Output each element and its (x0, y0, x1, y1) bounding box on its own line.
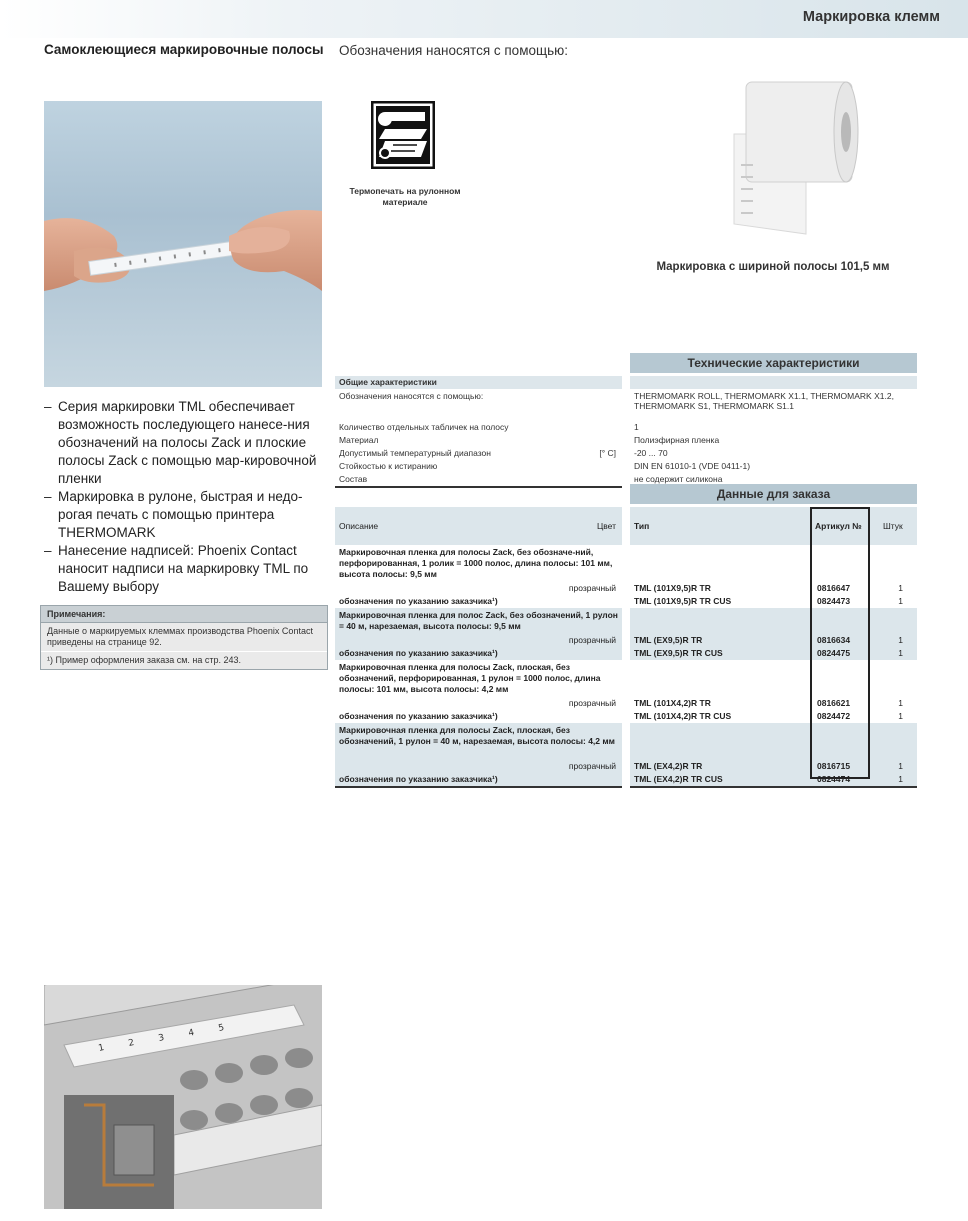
page-header-title: Маркировка клемм (802, 9, 940, 25)
tech-row (335, 421, 917, 434)
tech-label-text: Допустимый температурный диапазон (339, 448, 491, 458)
order-group-right (630, 545, 917, 608)
col-description: Описание (339, 521, 379, 531)
roll-image (686, 74, 866, 244)
tech-label (335, 447, 622, 460)
order-type: TML (101X4,2)R TR CUS (634, 711, 732, 721)
order-color-line (335, 760, 622, 773)
order-custom: обозначения по указанию заказчика¹) (339, 711, 498, 721)
order-custom: обозначения по указанию заказчика¹) (339, 648, 498, 658)
order-group (335, 545, 917, 608)
tech-label: Состав (339, 474, 368, 484)
order-spacer (630, 545, 917, 582)
order-qty: 1 (898, 648, 903, 658)
order-header-right (630, 507, 917, 545)
tech-label: Стойкостью к истиранию (339, 461, 438, 471)
order-group-right (630, 723, 917, 786)
order-group-left (335, 608, 622, 660)
feature-item: – Серия маркировки TML обеспечивает возможность последующего нанесе-ния обозначений на полосы Zack и плоские полосы Zack с помощью мар-кировочной пленки (44, 398, 324, 488)
order-group (335, 608, 917, 660)
order-article: 0824473 (817, 596, 851, 606)
tech-row (335, 389, 917, 421)
order-description: Маркировочная пленка для полос Zack, без обозначений, 1 рулон = 40 м, нарезаемая, высота полосы: 9,5 мм (339, 610, 618, 631)
order-header-left (335, 507, 622, 545)
notes-line: ¹) Пример оформления заказа см. на стр. 243. (47, 655, 242, 665)
tech-general-label: Общие характеристики (335, 376, 622, 389)
order-heading: Данные для заказа (630, 484, 917, 504)
tech-value: Полиэфирная пленка (634, 435, 720, 445)
divider (630, 786, 917, 788)
order-article: 0816647 (817, 583, 851, 593)
tech-row (335, 460, 917, 473)
order-header-row (335, 507, 917, 545)
terminal-label: 2 (127, 1037, 136, 1049)
terminal-label: 1 (97, 1042, 106, 1054)
tech-value: THERMOMARK ROLL, THERMOMARK X1.1, THERMOMARK X1.2, THERMOMARK S1, THERMOMARK S1.1 (634, 391, 894, 411)
tech-value: DIN EN 61010-1 (VDE 0411-1) (634, 461, 751, 471)
order-group (335, 723, 917, 786)
order-type: TML (101X9,5)R TR (634, 583, 711, 593)
tech-general-row (335, 376, 917, 389)
tech-label: Количество отдельных табличек на полосу (339, 422, 509, 432)
order-group (335, 660, 917, 723)
tech-label: Обозначения наносятся с помощью: (339, 391, 484, 401)
icon-caption: Термопечать на рулонном материале (349, 186, 461, 207)
order-description: Маркировочная пленка для полосы Zack, без обозначе-ний, перфорированная, 1 ролик = 1000 полос, длина полосы: 101 мм, высота полосы: 9,5 мм (339, 547, 613, 579)
tech-unit: [° C] (599, 448, 616, 458)
terminal-label: 4 (187, 1027, 196, 1039)
divider (335, 786, 622, 788)
order-group-right (630, 608, 917, 660)
order-spacer (630, 723, 917, 760)
order-custom-line (335, 595, 622, 608)
tech-row (335, 447, 917, 460)
col-article: Артикул № (815, 521, 862, 531)
order-item (630, 773, 917, 786)
order-article: 0816715 (817, 761, 851, 771)
order-article: 0824475 (817, 648, 851, 658)
thermal-print-icon (371, 101, 435, 169)
order-item (630, 647, 917, 660)
feature-item: – Нанесение надписей: Phoenix Contact наносит надписи на маркировку TML по Вашему выбору (44, 542, 324, 596)
order-custom: обозначения по указанию заказчика¹) (339, 774, 498, 784)
order-item (630, 595, 917, 608)
order-type: TML (101X4,2)R TR (634, 698, 711, 708)
tech-value: не содержит силикона (634, 474, 723, 484)
terminal-label: 5 (217, 1022, 226, 1034)
order-qty: 1 (898, 583, 903, 593)
order-type: TML (101X9,5)R TR CUS (634, 596, 732, 606)
order-item (630, 710, 917, 723)
col-type: Тип (634, 521, 650, 531)
terminal-block-photo (44, 985, 322, 1209)
order-spacer (630, 608, 917, 634)
order-qty: 1 (898, 635, 903, 645)
order-color: прозрачный (568, 761, 616, 771)
roll-caption: Маркировка с шириной полосы 101,5 мм (656, 261, 890, 273)
order-qty: 1 (898, 698, 903, 708)
order-color-line (335, 634, 622, 647)
order-type: TML (EX9,5)R TR CUS (634, 648, 723, 658)
tech-general-spacer (630, 376, 917, 389)
order-table (335, 507, 917, 788)
order-group-left (335, 545, 622, 608)
order-group-left (335, 723, 622, 786)
order-item (630, 760, 917, 773)
feature-item: – Маркировка в рулоне, быстрая и недо-рогая печать с помощью принтера THERMOMARK (44, 488, 324, 542)
order-color: прозрачный (568, 583, 616, 593)
notes-title: Примечания: (41, 606, 327, 623)
order-custom-line (335, 710, 622, 723)
applied-title: Обозначения наносятся с помощью: (339, 43, 568, 58)
tech-value: -20 ... 70 (634, 448, 668, 458)
terminal-label: 3 (157, 1032, 166, 1044)
order-type: TML (EX4,2)R TR (634, 761, 703, 771)
tech-row (335, 434, 917, 447)
order-qty: 1 (898, 596, 903, 606)
order-qty: 1 (898, 774, 903, 784)
order-custom-line (335, 773, 622, 786)
order-item (630, 582, 917, 595)
order-type: TML (EX9,5)R TR (634, 635, 703, 645)
order-group-right (630, 660, 917, 723)
order-article: 0816634 (817, 635, 851, 645)
order-description: Маркировочная пленка для полосы Zack, плоская, без обозначений, перфорированная, 1 рулон = 1000 полос, длина полосы: 101 мм, высота полосы: 4,2 мм (339, 662, 601, 694)
tech-value: 1 (634, 422, 639, 432)
notes-box (40, 605, 328, 670)
order-spacer (630, 660, 917, 697)
tech-table (335, 376, 917, 488)
order-article: 0816621 (817, 698, 851, 708)
order-group-left (335, 660, 622, 723)
order-custom-line (335, 647, 622, 660)
divider (335, 486, 622, 488)
tech-heading: Технические характеристики (630, 353, 917, 373)
order-article: 0824474 (817, 774, 851, 784)
col-qty: Штук (883, 521, 903, 531)
feature-list (44, 398, 324, 596)
tech-label: Материал (339, 435, 379, 445)
notes-line: Данные о маркируемых клеммах производства Phoenix Contact приведены на странице 92. (41, 623, 327, 652)
order-article: 0824472 (817, 711, 851, 721)
product-photo-hands (44, 101, 322, 387)
order-color-line (335, 582, 622, 595)
order-item (630, 634, 917, 647)
section-title: Самоклеющиеся маркировочные полосы (44, 42, 324, 57)
order-color: прозрачный (568, 698, 616, 708)
order-qty: 1 (898, 761, 903, 771)
order-color: прозрачный (568, 635, 616, 645)
order-description: Маркировочная пленка для полосы Zack, плоская, без обозначений, 1 рулон = 40 м, нарезаемая, высота полосы: 4,2 мм (339, 725, 615, 746)
order-qty: 1 (898, 711, 903, 721)
order-type: TML (EX4,2)R TR CUS (634, 774, 723, 784)
order-item (630, 697, 917, 710)
col-color: Цвет (596, 521, 616, 531)
order-rule-row (335, 786, 917, 788)
order-custom: обозначения по указанию заказчика¹) (339, 596, 498, 606)
order-color-line (335, 697, 622, 710)
